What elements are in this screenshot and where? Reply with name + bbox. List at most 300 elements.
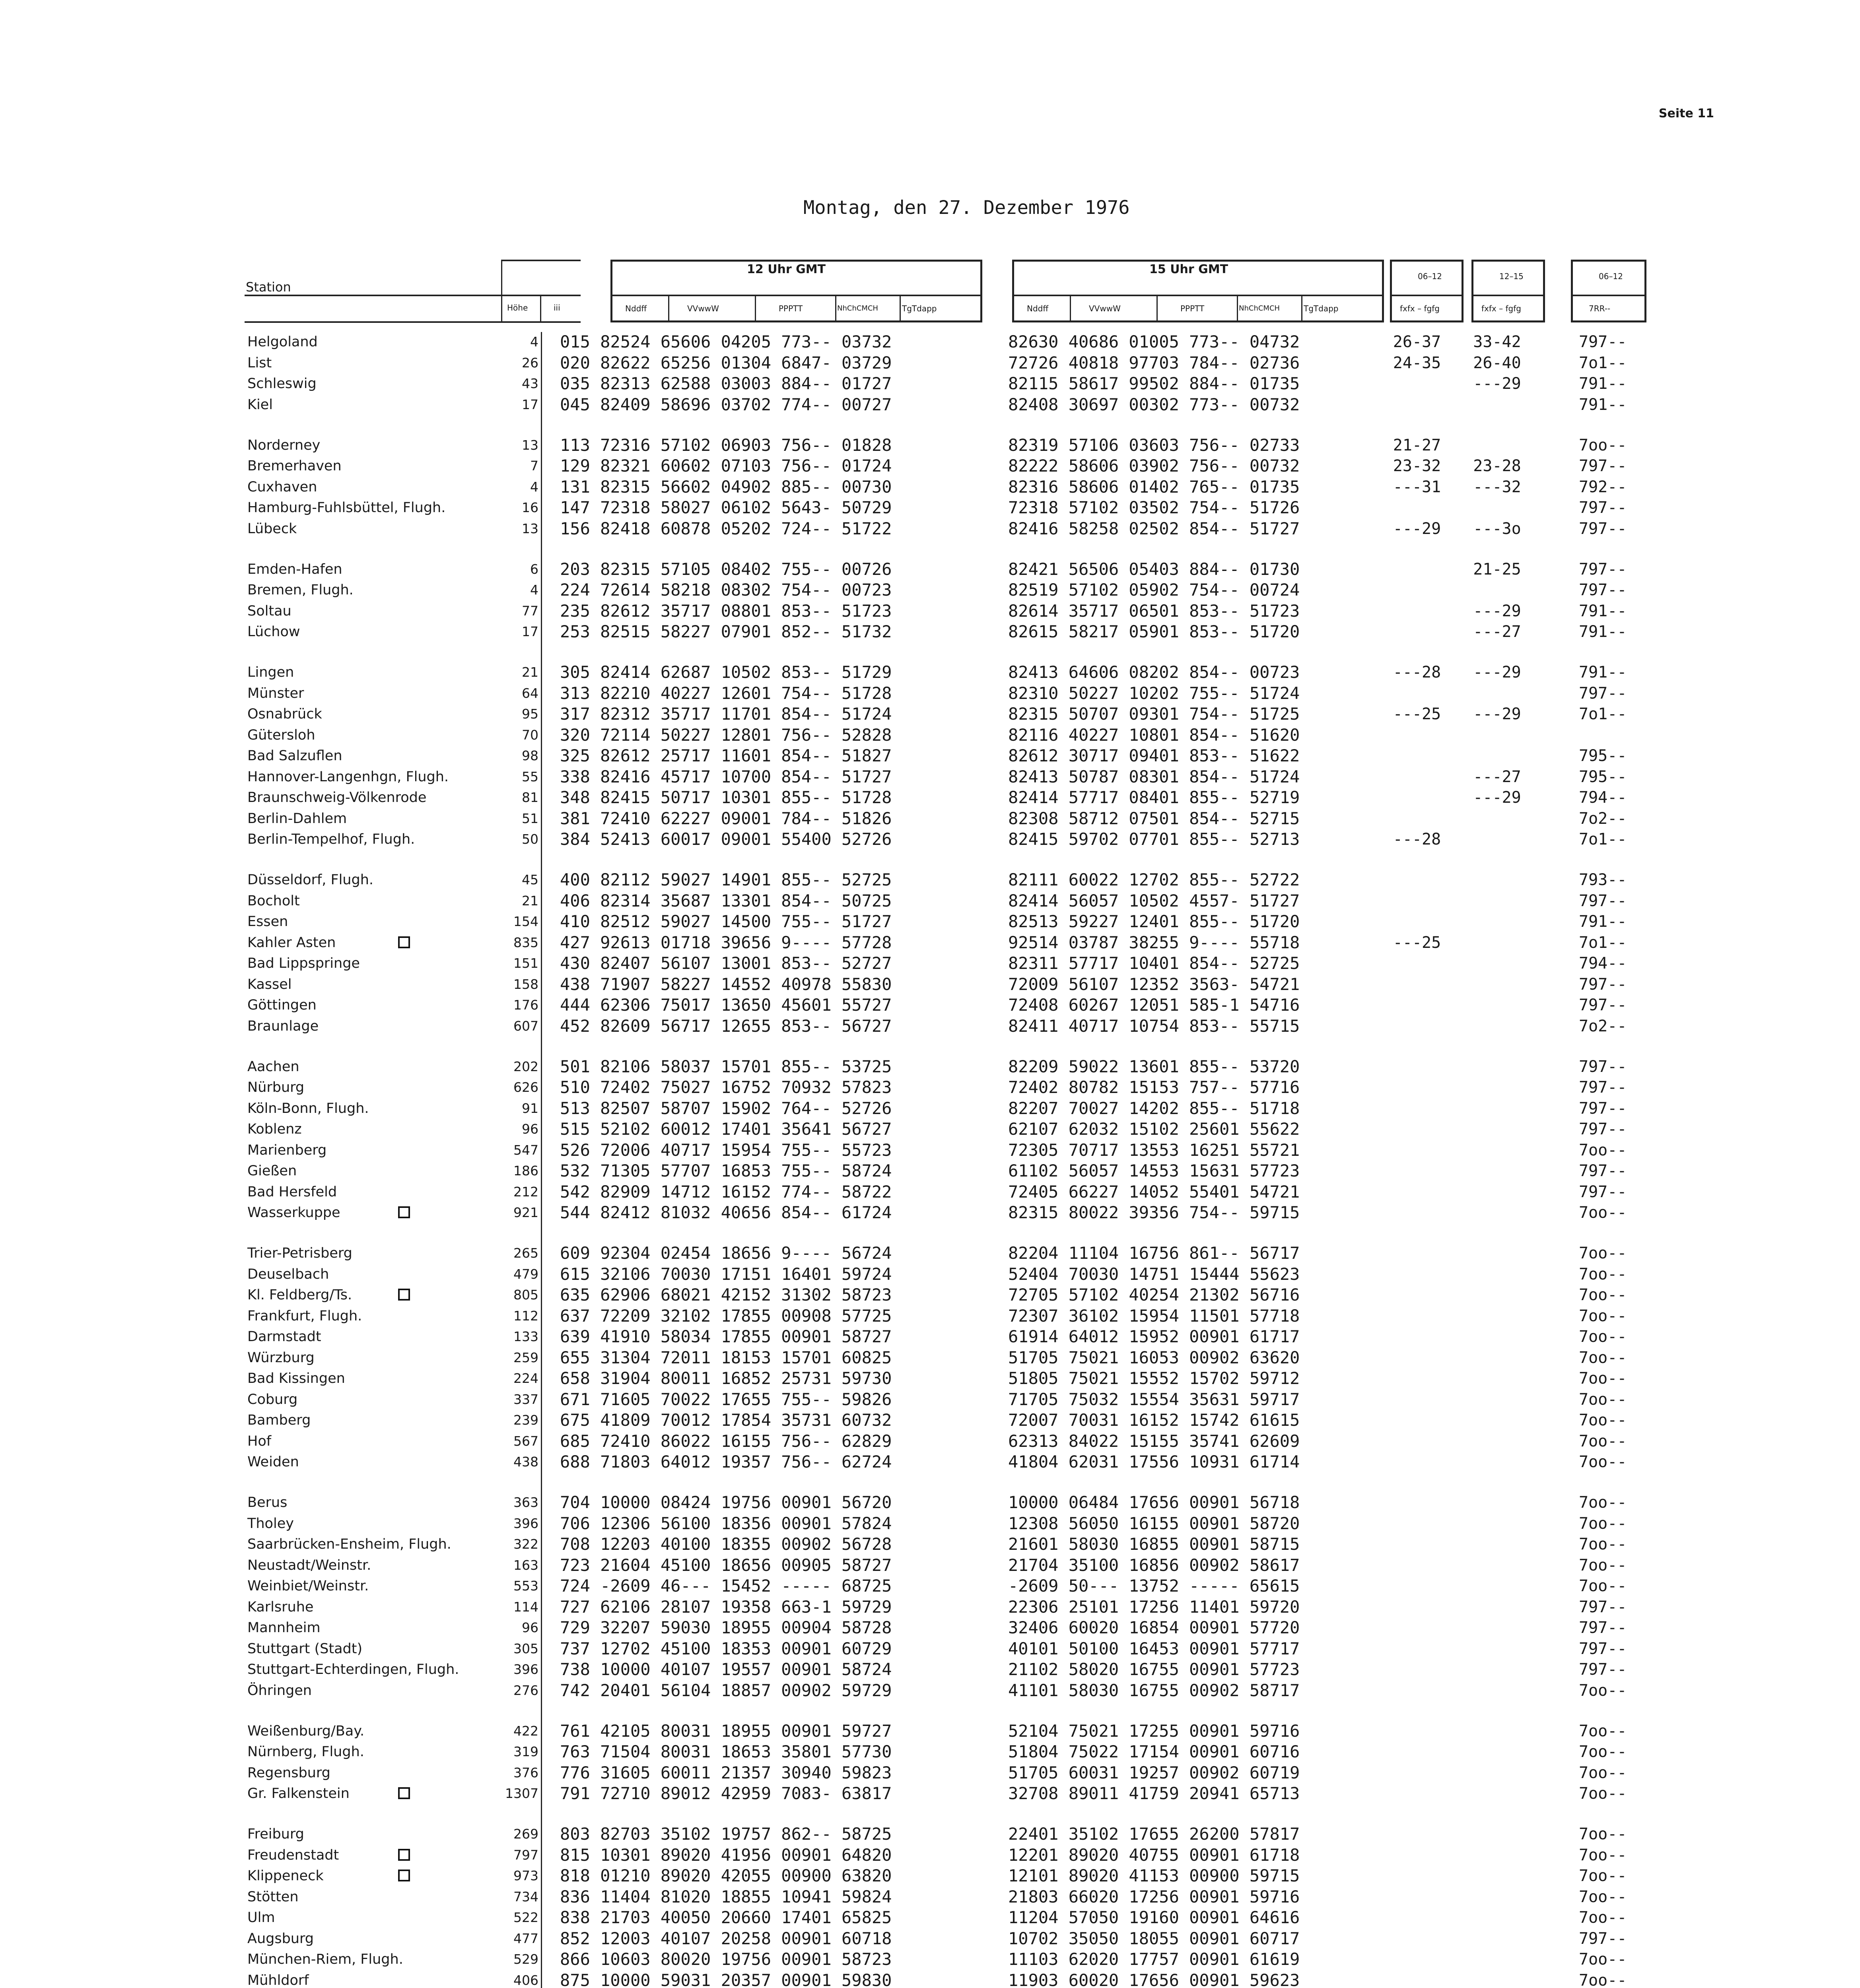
range-06-12: ---28 bbox=[1393, 830, 1441, 848]
obs-12-utc: 658 31904 80011 16852 25731 59730 bbox=[560, 1369, 892, 1388]
station-name: Würzburg bbox=[247, 1349, 315, 1366]
precip-code: 7oo-- bbox=[1579, 1453, 1627, 1471]
obs-15-utc: 82111 60022 12702 855-- 52722 bbox=[1008, 870, 1300, 889]
station-height: 51 bbox=[522, 810, 538, 826]
station-height: 43 bbox=[522, 376, 538, 391]
station-row bbox=[0, 580, 1860, 600]
obs-12-utc: 761 42105 80031 18955 00901 59727 bbox=[560, 1721, 892, 1741]
obs-15-utc: 51805 75021 15552 15702 59712 bbox=[1008, 1369, 1300, 1388]
station-name: Hof bbox=[247, 1433, 272, 1449]
station-name: Hannover-Langenhgn, Flugh. bbox=[247, 769, 449, 785]
obs-15-utc: 12308 56050 16155 00901 58720 bbox=[1008, 1513, 1300, 1533]
range-06-12: 23-32 bbox=[1393, 457, 1441, 475]
obs-12-utc: 253 82515 58227 07901 852-- 51732 bbox=[560, 622, 892, 641]
col-header: Nddff bbox=[625, 304, 647, 313]
precip-code: 7oo-- bbox=[1579, 1514, 1627, 1533]
precip-code: 791-- bbox=[1579, 395, 1627, 414]
range3-subheader: 7RR-- bbox=[1589, 304, 1611, 313]
obs-12-utc: 325 82612 25717 11601 854-- 51827 bbox=[560, 746, 892, 765]
obs-15-utc: 82209 59022 13601 855-- 53720 bbox=[1008, 1056, 1300, 1076]
station-name: Berlin-Dahlem bbox=[247, 810, 347, 827]
station-height: 70 bbox=[522, 727, 538, 743]
precip-code: 797-- bbox=[1579, 1660, 1627, 1679]
precip-code: 797-- bbox=[1579, 1120, 1627, 1138]
obs-15-utc: 82413 64606 08202 854-- 00723 bbox=[1008, 662, 1300, 682]
precip-code: 7oo-- bbox=[1579, 1244, 1627, 1262]
station-height: 158 bbox=[513, 976, 538, 992]
precip-code: 791-- bbox=[1579, 663, 1627, 681]
station-row bbox=[0, 477, 1860, 497]
station-name: Berlin-Tempelhof, Flugh. bbox=[247, 831, 415, 847]
col-header: Nddff bbox=[1027, 304, 1049, 313]
obs-15-utc: 82116 40227 10801 854-- 51620 bbox=[1008, 725, 1300, 745]
station-row bbox=[0, 767, 1860, 787]
obs-12-utc: 320 72114 50227 12801 756-- 52828 bbox=[560, 725, 892, 745]
obs-15-utc: 32708 89011 41759 20941 65713 bbox=[1008, 1784, 1300, 1803]
station-name: Cuxhaven bbox=[247, 479, 317, 495]
station-height: 91 bbox=[522, 1100, 538, 1116]
col-header: NhChCMCH bbox=[1239, 304, 1280, 313]
station-row bbox=[0, 1597, 1860, 1617]
precip-code: 793-- bbox=[1579, 871, 1627, 889]
obs-12-utc: 818 01210 89020 42055 00900 63820 bbox=[560, 1866, 892, 1885]
obs-15-utc: 12101 89020 41153 00900 59715 bbox=[1008, 1866, 1300, 1885]
obs-12-utc: 706 12306 56100 18356 00901 57824 bbox=[560, 1513, 892, 1533]
station-row bbox=[0, 870, 1860, 890]
obs-15-utc: 82414 57717 08401 855-- 52719 bbox=[1008, 788, 1300, 807]
precip-code: 791-- bbox=[1579, 912, 1627, 931]
obs-12-utc: 791 72710 89012 42959 7083- 63817 bbox=[560, 1784, 892, 1803]
station-name: Stuttgart-Echterdingen, Flugh. bbox=[247, 1662, 459, 1677]
station-row bbox=[0, 1389, 1860, 1410]
station-height: 921 bbox=[513, 1205, 538, 1220]
precip-code: 797-- bbox=[1579, 560, 1627, 579]
obs-15-utc: 41804 62031 17556 10931 61714 bbox=[1008, 1452, 1300, 1472]
station-row bbox=[0, 683, 1860, 704]
station-row bbox=[0, 394, 1860, 415]
precip-code: 7oo-- bbox=[1579, 1763, 1627, 1782]
station-height: 259 bbox=[513, 1349, 538, 1365]
obs-12-utc: 430 82407 56107 13001 853-- 52727 bbox=[560, 953, 892, 973]
station-height: 529 bbox=[513, 1951, 538, 1967]
station-column-header: Station bbox=[246, 280, 291, 295]
station-height: 6 bbox=[530, 561, 538, 577]
obs-15-utc: 22401 35102 17655 26200 57817 bbox=[1008, 1824, 1300, 1844]
obs-12-utc: 763 71504 80031 18653 35801 57730 bbox=[560, 1742, 892, 1761]
precip-code: 797-- bbox=[1579, 1162, 1627, 1180]
range-12-15: ---29 bbox=[1473, 375, 1521, 393]
station-row bbox=[0, 1928, 1860, 1949]
station-height: 567 bbox=[513, 1433, 538, 1449]
station-height: 265 bbox=[513, 1245, 538, 1261]
precip-code: 7oo-- bbox=[1579, 1784, 1627, 1803]
precip-code: 7oo-- bbox=[1579, 1743, 1627, 1761]
block-12-title: 12 Uhr GMT bbox=[747, 262, 826, 276]
range-12-15: ---29 bbox=[1473, 705, 1521, 723]
station-height: 45 bbox=[522, 872, 538, 887]
range-06-12: 24-35 bbox=[1393, 353, 1441, 372]
obs-12-utc: 544 82412 81032 40656 854-- 61724 bbox=[560, 1203, 892, 1222]
obs-15-utc: 82513 59227 12401 855-- 51720 bbox=[1008, 912, 1300, 931]
precip-code: 7oo-- bbox=[1579, 1908, 1627, 1927]
station-row bbox=[0, 456, 1860, 476]
obs-12-utc: 542 82909 14712 16152 774-- 58722 bbox=[560, 1182, 892, 1202]
obs-12-utc: 235 82612 35717 08801 853-- 51723 bbox=[560, 601, 892, 621]
header-rule bbox=[755, 295, 756, 322]
station-row bbox=[0, 746, 1860, 766]
station-row bbox=[0, 1452, 1860, 1472]
precip-code: 791-- bbox=[1579, 602, 1627, 620]
obs-12-utc: 635 62906 68021 42152 31302 58723 bbox=[560, 1285, 892, 1305]
col-header: VVwwW bbox=[1089, 304, 1121, 313]
header-rule bbox=[835, 295, 836, 322]
obs-15-utc: 72705 57102 40254 21302 56716 bbox=[1008, 1285, 1300, 1305]
obs-15-utc: 82207 70027 14202 855-- 51718 bbox=[1008, 1098, 1300, 1118]
obs-12-utc: 729 32207 59030 18955 00904 58728 bbox=[560, 1618, 892, 1637]
station-height: 98 bbox=[522, 748, 538, 763]
col-header: PPPTT bbox=[779, 304, 803, 313]
obs-15-utc: 41101 58030 16755 00902 58717 bbox=[1008, 1680, 1300, 1700]
station-height: 239 bbox=[513, 1412, 538, 1428]
obs-15-utc: 82408 30697 00302 773-- 00732 bbox=[1008, 394, 1300, 414]
precip-code: 795-- bbox=[1579, 747, 1627, 765]
header-rule bbox=[245, 321, 581, 323]
station-name: Mühldorf bbox=[247, 1972, 309, 1988]
precip-code: 7o1-- bbox=[1579, 933, 1627, 952]
precip-code: 7oo-- bbox=[1579, 1867, 1627, 1885]
obs-15-utc: 82310 50227 10202 755-- 51724 bbox=[1008, 683, 1300, 703]
precip-code: 7oo-- bbox=[1579, 1432, 1627, 1450]
range-12-15: ---29 bbox=[1473, 663, 1521, 681]
station-name: Karlsruhe bbox=[247, 1599, 314, 1615]
station-name: Bremen, Flugh. bbox=[247, 582, 354, 598]
precip-code: 7oo-- bbox=[1579, 1286, 1627, 1304]
precip-code: 7oo-- bbox=[1579, 1307, 1627, 1325]
station-row bbox=[0, 1845, 1860, 1866]
precip-code: 7oo-- bbox=[1579, 1369, 1627, 1388]
obs-12-utc: 452 82609 56717 12655 853-- 56727 bbox=[560, 1016, 892, 1036]
range-12-15: ---27 bbox=[1473, 623, 1521, 641]
height-column-header: Höhe bbox=[507, 303, 528, 313]
obs-15-utc: 10000 06484 17656 00901 56718 bbox=[1008, 1493, 1300, 1512]
station-height: 7 bbox=[530, 458, 538, 474]
precip-code: 7oo-- bbox=[1579, 1556, 1627, 1574]
station-row bbox=[0, 1140, 1860, 1161]
obs-15-utc: 82415 59702 07701 855-- 52713 bbox=[1008, 829, 1300, 849]
precip-code: 797-- bbox=[1579, 1078, 1627, 1097]
precip-code: 797-- bbox=[1579, 457, 1627, 475]
station-height: 114 bbox=[513, 1599, 538, 1615]
obs-12-utc: 020 82622 65256 01304 6847- 03729 bbox=[560, 353, 892, 373]
obs-12-utc: 655 31304 72011 18153 15701 60825 bbox=[560, 1347, 892, 1367]
station-height: 406 bbox=[513, 1972, 538, 1988]
station-name: List bbox=[247, 355, 272, 371]
obs-15-utc: 11204 57050 19160 00901 64616 bbox=[1008, 1908, 1300, 1927]
obs-12-utc: 639 41910 58034 17855 00901 58727 bbox=[560, 1327, 892, 1346]
range1-subheader: fxfx – fgfg bbox=[1400, 304, 1440, 313]
station-row bbox=[0, 1721, 1860, 1741]
precip-code: 797-- bbox=[1579, 519, 1627, 538]
station-row bbox=[0, 1576, 1860, 1596]
station-row bbox=[0, 704, 1860, 724]
obs-15-utc: 12201 89020 40755 00901 61718 bbox=[1008, 1845, 1300, 1865]
station-name: Göttingen bbox=[247, 997, 317, 1013]
station-name: München-Riem, Flugh. bbox=[247, 1951, 403, 1967]
page-number: Seite 11 bbox=[1658, 107, 1714, 120]
station-height: 13 bbox=[522, 520, 538, 536]
obs-12-utc: 224 72614 58218 08302 754-- 00723 bbox=[560, 580, 892, 600]
station-height: 477 bbox=[513, 1930, 538, 1946]
precip-code: 7oo-- bbox=[1579, 1141, 1627, 1159]
obs-15-utc: 82319 57106 03603 756-- 02733 bbox=[1008, 435, 1300, 455]
obs-12-utc: 866 10603 80020 19756 00901 58723 bbox=[560, 1949, 892, 1969]
station-row bbox=[0, 662, 1860, 683]
obs-12-utc: 724 -2609 46--- 15452 ----- 68725 bbox=[560, 1576, 892, 1596]
station-height: 547 bbox=[513, 1142, 538, 1158]
obs-12-utc: 510 72402 75027 16752 70932 57823 bbox=[560, 1077, 892, 1097]
station-height: 202 bbox=[513, 1058, 538, 1074]
obs-12-utc: 410 82512 59027 14500 755-- 51727 bbox=[560, 912, 892, 931]
station-row bbox=[0, 1161, 1860, 1181]
obs-15-utc: 51804 75022 17154 00901 60716 bbox=[1008, 1742, 1300, 1761]
station-height: 151 bbox=[513, 955, 538, 971]
station-name: Öhringen bbox=[247, 1682, 312, 1699]
station-row bbox=[0, 373, 1860, 394]
col-header: PPPTT bbox=[1180, 304, 1205, 313]
station-name: Kiel bbox=[247, 396, 273, 413]
station-name: Braunschweig-Völkenrode bbox=[247, 790, 427, 806]
station-row bbox=[0, 601, 1860, 621]
station-row bbox=[0, 995, 1860, 1015]
obs-15-utc: 82222 58606 03902 756-- 00732 bbox=[1008, 456, 1300, 476]
station-name: Schleswig bbox=[247, 376, 317, 392]
obs-12-utc: 381 72410 62227 09001 784-- 51826 bbox=[560, 808, 892, 828]
station-row bbox=[0, 1347, 1860, 1368]
station-name: Tholey bbox=[247, 1515, 294, 1532]
precip-code: 7oo-- bbox=[1579, 1950, 1627, 1969]
station-height: 522 bbox=[513, 1910, 538, 1925]
range-12-15: ---29 bbox=[1473, 602, 1521, 620]
obs-15-utc: 72007 70031 16152 15742 61615 bbox=[1008, 1410, 1300, 1430]
header-rule bbox=[1156, 295, 1158, 322]
header-rule bbox=[1571, 295, 1646, 296]
station-name: Lingen bbox=[247, 664, 294, 680]
station-row bbox=[0, 1264, 1860, 1285]
station-name: Bremerhaven bbox=[247, 458, 342, 474]
obs-12-utc: 338 82416 45717 10700 854-- 51727 bbox=[560, 767, 892, 786]
station-name: Koblenz bbox=[247, 1121, 302, 1137]
station-height: 337 bbox=[513, 1391, 538, 1407]
station-height: 4 bbox=[530, 582, 538, 598]
station-name: Mannheim bbox=[247, 1620, 321, 1636]
open-square-marker bbox=[398, 936, 410, 948]
station-name: Nürnberg, Flugh. bbox=[247, 1744, 364, 1760]
station-height: 305 bbox=[513, 1640, 538, 1656]
open-square-marker bbox=[398, 1289, 410, 1301]
header-rule bbox=[900, 295, 901, 322]
station-row bbox=[0, 1866, 1860, 1886]
station-height: 322 bbox=[513, 1536, 538, 1552]
header-rule bbox=[501, 260, 502, 321]
col-header: TgTdapp bbox=[902, 304, 937, 313]
station-row bbox=[0, 1783, 1860, 1804]
station-row bbox=[0, 787, 1860, 808]
precip-code: 797-- bbox=[1579, 1929, 1627, 1948]
obs-15-utc: 62107 62032 15102 25601 55622 bbox=[1008, 1119, 1300, 1139]
station-name: Marienberg bbox=[247, 1142, 327, 1158]
header-rule bbox=[1301, 295, 1302, 322]
precip-code: 7oo-- bbox=[1579, 436, 1627, 454]
station-height: 973 bbox=[513, 1868, 538, 1883]
station-height: 112 bbox=[513, 1308, 538, 1324]
station-row bbox=[0, 332, 1860, 352]
station-height: 396 bbox=[513, 1662, 538, 1677]
station-row bbox=[0, 1907, 1860, 1928]
station-row bbox=[0, 1887, 1860, 1907]
station-name: Gütersloh bbox=[247, 727, 315, 743]
station-name: Aachen bbox=[247, 1058, 299, 1075]
precip-code: 794-- bbox=[1579, 788, 1627, 807]
precip-code: 7oo-- bbox=[1579, 1411, 1627, 1429]
range-12-15: 33-42 bbox=[1473, 333, 1521, 351]
range2-subheader: fxfx – fgfg bbox=[1481, 304, 1521, 313]
obs-15-utc: 71705 75032 15554 35631 59717 bbox=[1008, 1389, 1300, 1409]
station-row bbox=[0, 621, 1860, 642]
station-row bbox=[0, 559, 1860, 580]
precip-code: 7oo-- bbox=[1579, 1204, 1627, 1222]
precip-code: 7oo-- bbox=[1579, 1493, 1627, 1512]
station-name: Lüchow bbox=[247, 624, 300, 640]
station-row bbox=[0, 1949, 1860, 1970]
station-row bbox=[0, 1555, 1860, 1576]
obs-15-utc: 32406 60020 16854 00901 57720 bbox=[1008, 1618, 1300, 1637]
obs-12-utc: 400 82112 59027 14901 855-- 52725 bbox=[560, 870, 892, 889]
station-height: 269 bbox=[513, 1826, 538, 1842]
precip-code: 7o1-- bbox=[1579, 353, 1627, 372]
obs-15-utc: 82421 56506 05403 884-- 01730 bbox=[1008, 559, 1300, 579]
station-row bbox=[0, 725, 1860, 746]
obs-12-utc: 313 82210 40227 12601 754-- 51728 bbox=[560, 683, 892, 703]
header-rule bbox=[1070, 295, 1071, 322]
range-12-15: ---32 bbox=[1473, 478, 1521, 496]
obs-12-utc: 685 72410 86022 16155 756-- 62829 bbox=[560, 1431, 892, 1451]
obs-12-utc: 838 21703 40050 20660 17401 65825 bbox=[560, 1908, 892, 1927]
station-height: 734 bbox=[513, 1889, 538, 1905]
obs-12-utc: 532 71305 57707 16853 755-- 58724 bbox=[560, 1161, 892, 1180]
obs-12-utc: 348 82415 50717 10301 855-- 51728 bbox=[560, 788, 892, 807]
station-height: 553 bbox=[513, 1578, 538, 1594]
iii-column-header: iii bbox=[554, 303, 560, 313]
range-06-12: ---28 bbox=[1393, 663, 1441, 681]
station-height: 319 bbox=[513, 1744, 538, 1759]
range-12-15: ---29 bbox=[1473, 788, 1521, 807]
obs-12-utc: 609 92304 02454 18656 9---- 56724 bbox=[560, 1243, 892, 1263]
obs-15-utc: 72009 56107 12352 3563- 54721 bbox=[1008, 974, 1300, 994]
header-rule bbox=[245, 295, 581, 296]
obs-12-utc: 803 82703 35102 19757 862-- 58725 bbox=[560, 1824, 892, 1844]
station-row bbox=[0, 1431, 1860, 1452]
station-height: 13 bbox=[522, 437, 538, 453]
date-title: Montag, den 27. Dezember 1976 bbox=[803, 197, 1130, 219]
range-06-12: ---29 bbox=[1393, 519, 1441, 538]
station-height: 1307 bbox=[505, 1786, 538, 1801]
obs-15-utc: 72726 40818 97703 784-- 02736 bbox=[1008, 353, 1300, 373]
obs-12-utc: 704 10000 08424 19756 00901 56720 bbox=[560, 1493, 892, 1512]
station-name: Münster bbox=[247, 685, 304, 701]
station-row bbox=[0, 1824, 1860, 1844]
station-row bbox=[0, 974, 1860, 995]
station-row bbox=[0, 518, 1860, 539]
station-row bbox=[0, 829, 1860, 850]
station-height: 396 bbox=[513, 1515, 538, 1531]
station-height: 50 bbox=[522, 831, 538, 847]
station-height: 16 bbox=[522, 500, 538, 515]
obs-12-utc: 737 12702 45100 18353 00901 60729 bbox=[560, 1639, 892, 1658]
station-row bbox=[0, 932, 1860, 953]
precip-code: 7oo-- bbox=[1579, 1577, 1627, 1595]
station-name: Freiburg bbox=[247, 1826, 304, 1842]
station-name: Bamberg bbox=[247, 1412, 311, 1428]
station-row bbox=[0, 1741, 1860, 1762]
station-height: 96 bbox=[522, 1620, 538, 1635]
station-name: Köln-Bonn, Flugh. bbox=[247, 1100, 369, 1116]
obs-15-utc: 82115 58617 99502 884-- 01735 bbox=[1008, 374, 1300, 393]
station-name: Ulm bbox=[247, 1910, 275, 1926]
obs-15-utc: 21102 58020 16755 00901 57723 bbox=[1008, 1660, 1300, 1679]
obs-12-utc: 203 82315 57105 08402 755-- 00726 bbox=[560, 559, 892, 579]
precip-code: 7oo-- bbox=[1579, 1971, 1627, 1988]
station-height: 21 bbox=[522, 664, 538, 680]
obs-12-utc: 526 72006 40717 15954 755-- 55723 bbox=[560, 1140, 892, 1160]
precip-code: 7oo-- bbox=[1579, 1535, 1627, 1553]
obs-15-utc: -2609 50--- 13752 ----- 65615 bbox=[1008, 1576, 1300, 1596]
station-row bbox=[0, 435, 1860, 456]
obs-15-utc: 21803 66020 17256 00901 59716 bbox=[1008, 1887, 1300, 1906]
obs-12-utc: 156 82418 60878 05202 724-- 51722 bbox=[560, 518, 892, 538]
station-name: Bad Salzuflen bbox=[247, 748, 342, 764]
station-height: 4 bbox=[530, 479, 538, 495]
station-height: 154 bbox=[513, 914, 538, 929]
obs-12-utc: 427 92613 01718 39656 9---- 57728 bbox=[560, 932, 892, 952]
obs-15-utc: 61102 56057 14553 15631 57723 bbox=[1008, 1161, 1300, 1180]
station-height: 4 bbox=[530, 334, 538, 349]
precip-code: 797-- bbox=[1579, 1619, 1627, 1637]
station-row bbox=[0, 1326, 1860, 1347]
obs-12-utc: 675 41809 70012 17854 35731 60732 bbox=[560, 1410, 892, 1430]
station-name: Freudenstadt bbox=[247, 1847, 339, 1863]
station-height: 607 bbox=[513, 1018, 538, 1034]
obs-15-utc: 52404 70030 14751 15444 55623 bbox=[1008, 1264, 1300, 1284]
obs-15-utc: 72405 66227 14052 55401 54721 bbox=[1008, 1182, 1300, 1202]
station-height: 797 bbox=[513, 1847, 538, 1863]
station-height: 81 bbox=[522, 790, 538, 805]
precip-code: 797-- bbox=[1579, 1182, 1627, 1201]
obs-15-utc: 52104 75021 17255 00901 59716 bbox=[1008, 1721, 1300, 1741]
station-name: Klippeneck bbox=[247, 1868, 324, 1884]
range-12-15: 23-28 bbox=[1473, 457, 1521, 475]
station-row bbox=[0, 1098, 1860, 1119]
obs-12-utc: 637 72209 32102 17855 00908 57725 bbox=[560, 1306, 892, 1326]
col-header: NhChCMCH bbox=[837, 304, 878, 313]
station-name: Saarbrücken-Ensheim, Flugh. bbox=[247, 1536, 451, 1552]
obs-15-utc: 10702 35050 18055 00901 60717 bbox=[1008, 1928, 1300, 1948]
precip-code: 797-- bbox=[1579, 1639, 1627, 1658]
station-height: 163 bbox=[513, 1557, 538, 1573]
station-row bbox=[0, 1016, 1860, 1037]
station-row bbox=[0, 953, 1860, 974]
precip-code: 7o2-- bbox=[1579, 809, 1627, 828]
obs-12-utc: 738 10000 40107 19557 00901 58724 bbox=[560, 1660, 892, 1679]
